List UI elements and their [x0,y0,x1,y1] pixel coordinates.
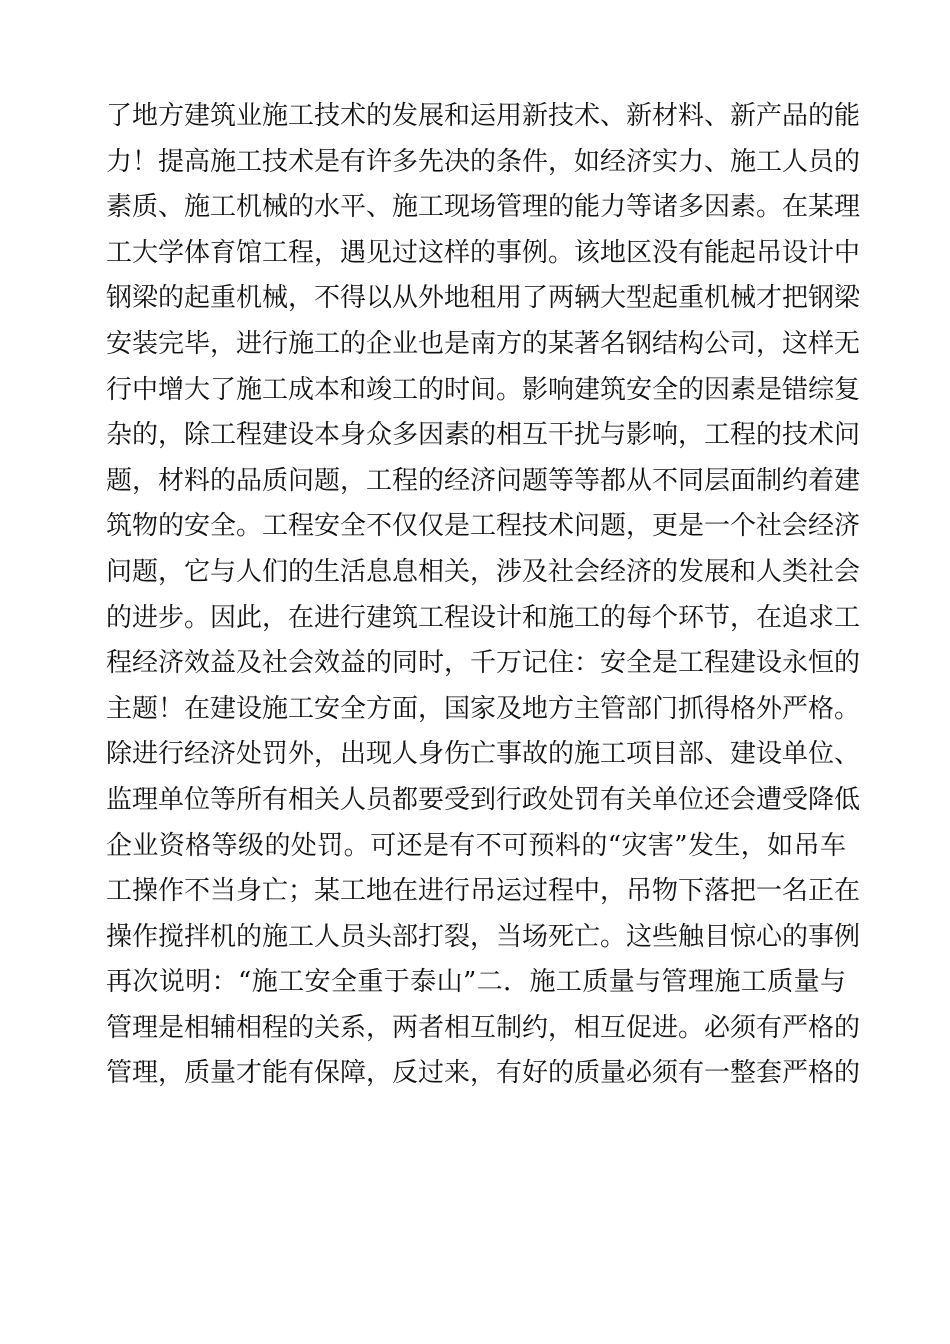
text-line: 力！提高施工技术是有许多先决的条件，如经济实力、施工人员的 [106,146,861,177]
text-line: 安装完毕，进行施工的企业也是南方的某著名钢结构公司，这样无 [106,328,861,359]
text-line: 操作搅拌机的施工人员头部打裂，当场死亡。这些触目惊心的事例 [106,921,861,952]
text-line: 主题！在建设施工安全方面，国家及地方主管部门抓得格外严格。 [106,693,861,724]
text-line: 行中增大了施工成本和竣工的时间。影响建筑安全的因素是错综复 [106,374,861,405]
text-line: 除进行经济处罚外，出现人身伤亡事故的施工项目部、建设单位、 [106,739,861,770]
text-line: 题，材料的品质问题，工程的经济问题等等都从不同层面制约着建 [106,465,861,496]
text-line: 杂的，除工程建设本身众多因素的相互干扰与影响，工程的技术问 [106,420,861,451]
text-line: 工操作不当身亡；某工地在进行吊运过程中，吊物下落把一名正在 [106,876,861,907]
text-line: 再次说明：“施工安全重于泰山”二．施工质量与管理施工质量与 [106,967,846,998]
text-line: 问题，它与人们的生活息息相关，涉及社会经济的发展和人类社会 [106,556,861,587]
text-line: 筑物的安全。工程安全不仅仅是工程技术问题，更是一个社会经济 [106,511,861,542]
text-line: 了地方建筑业施工技术的发展和运用新技术、新材料、新产品的能 [106,101,861,131]
text-line: 管理是相辅相程的关系，两者相互制约，相互促进。必须有严格的 [106,1012,861,1043]
text-line: 工大学体育馆工程，遇见过这样的事例。该地区没有能起吊设计中 [106,237,861,268]
text-line: 管理，质量才能有保障，反过来，有好的质量必须有一整套严格的 [106,1058,861,1089]
text-line: 钢梁的起重机械，不得以从外地租用了两辆大型起重机械才把钢梁 [106,283,861,314]
text-line: 程经济效益及社会效益的同时，千万记住：安全是工程建设永恒的 [106,648,861,679]
text-line: 企业资格等级的处罚。可还是有不可预料的“灾害”发生，如吊车 [106,830,846,861]
text-line: 监理单位等所有相关人员都要受到行政处罚有关单位还会遭受降低 [106,784,861,815]
text-line: 的进步。因此，在进行建筑工程设计和施工的每个环节，在追求工 [106,602,861,633]
text-line: 素质、施工机械的水平、施工现场管理的能力等诸多因素。在某理 [106,192,861,223]
body-text [106,94,861,1097]
